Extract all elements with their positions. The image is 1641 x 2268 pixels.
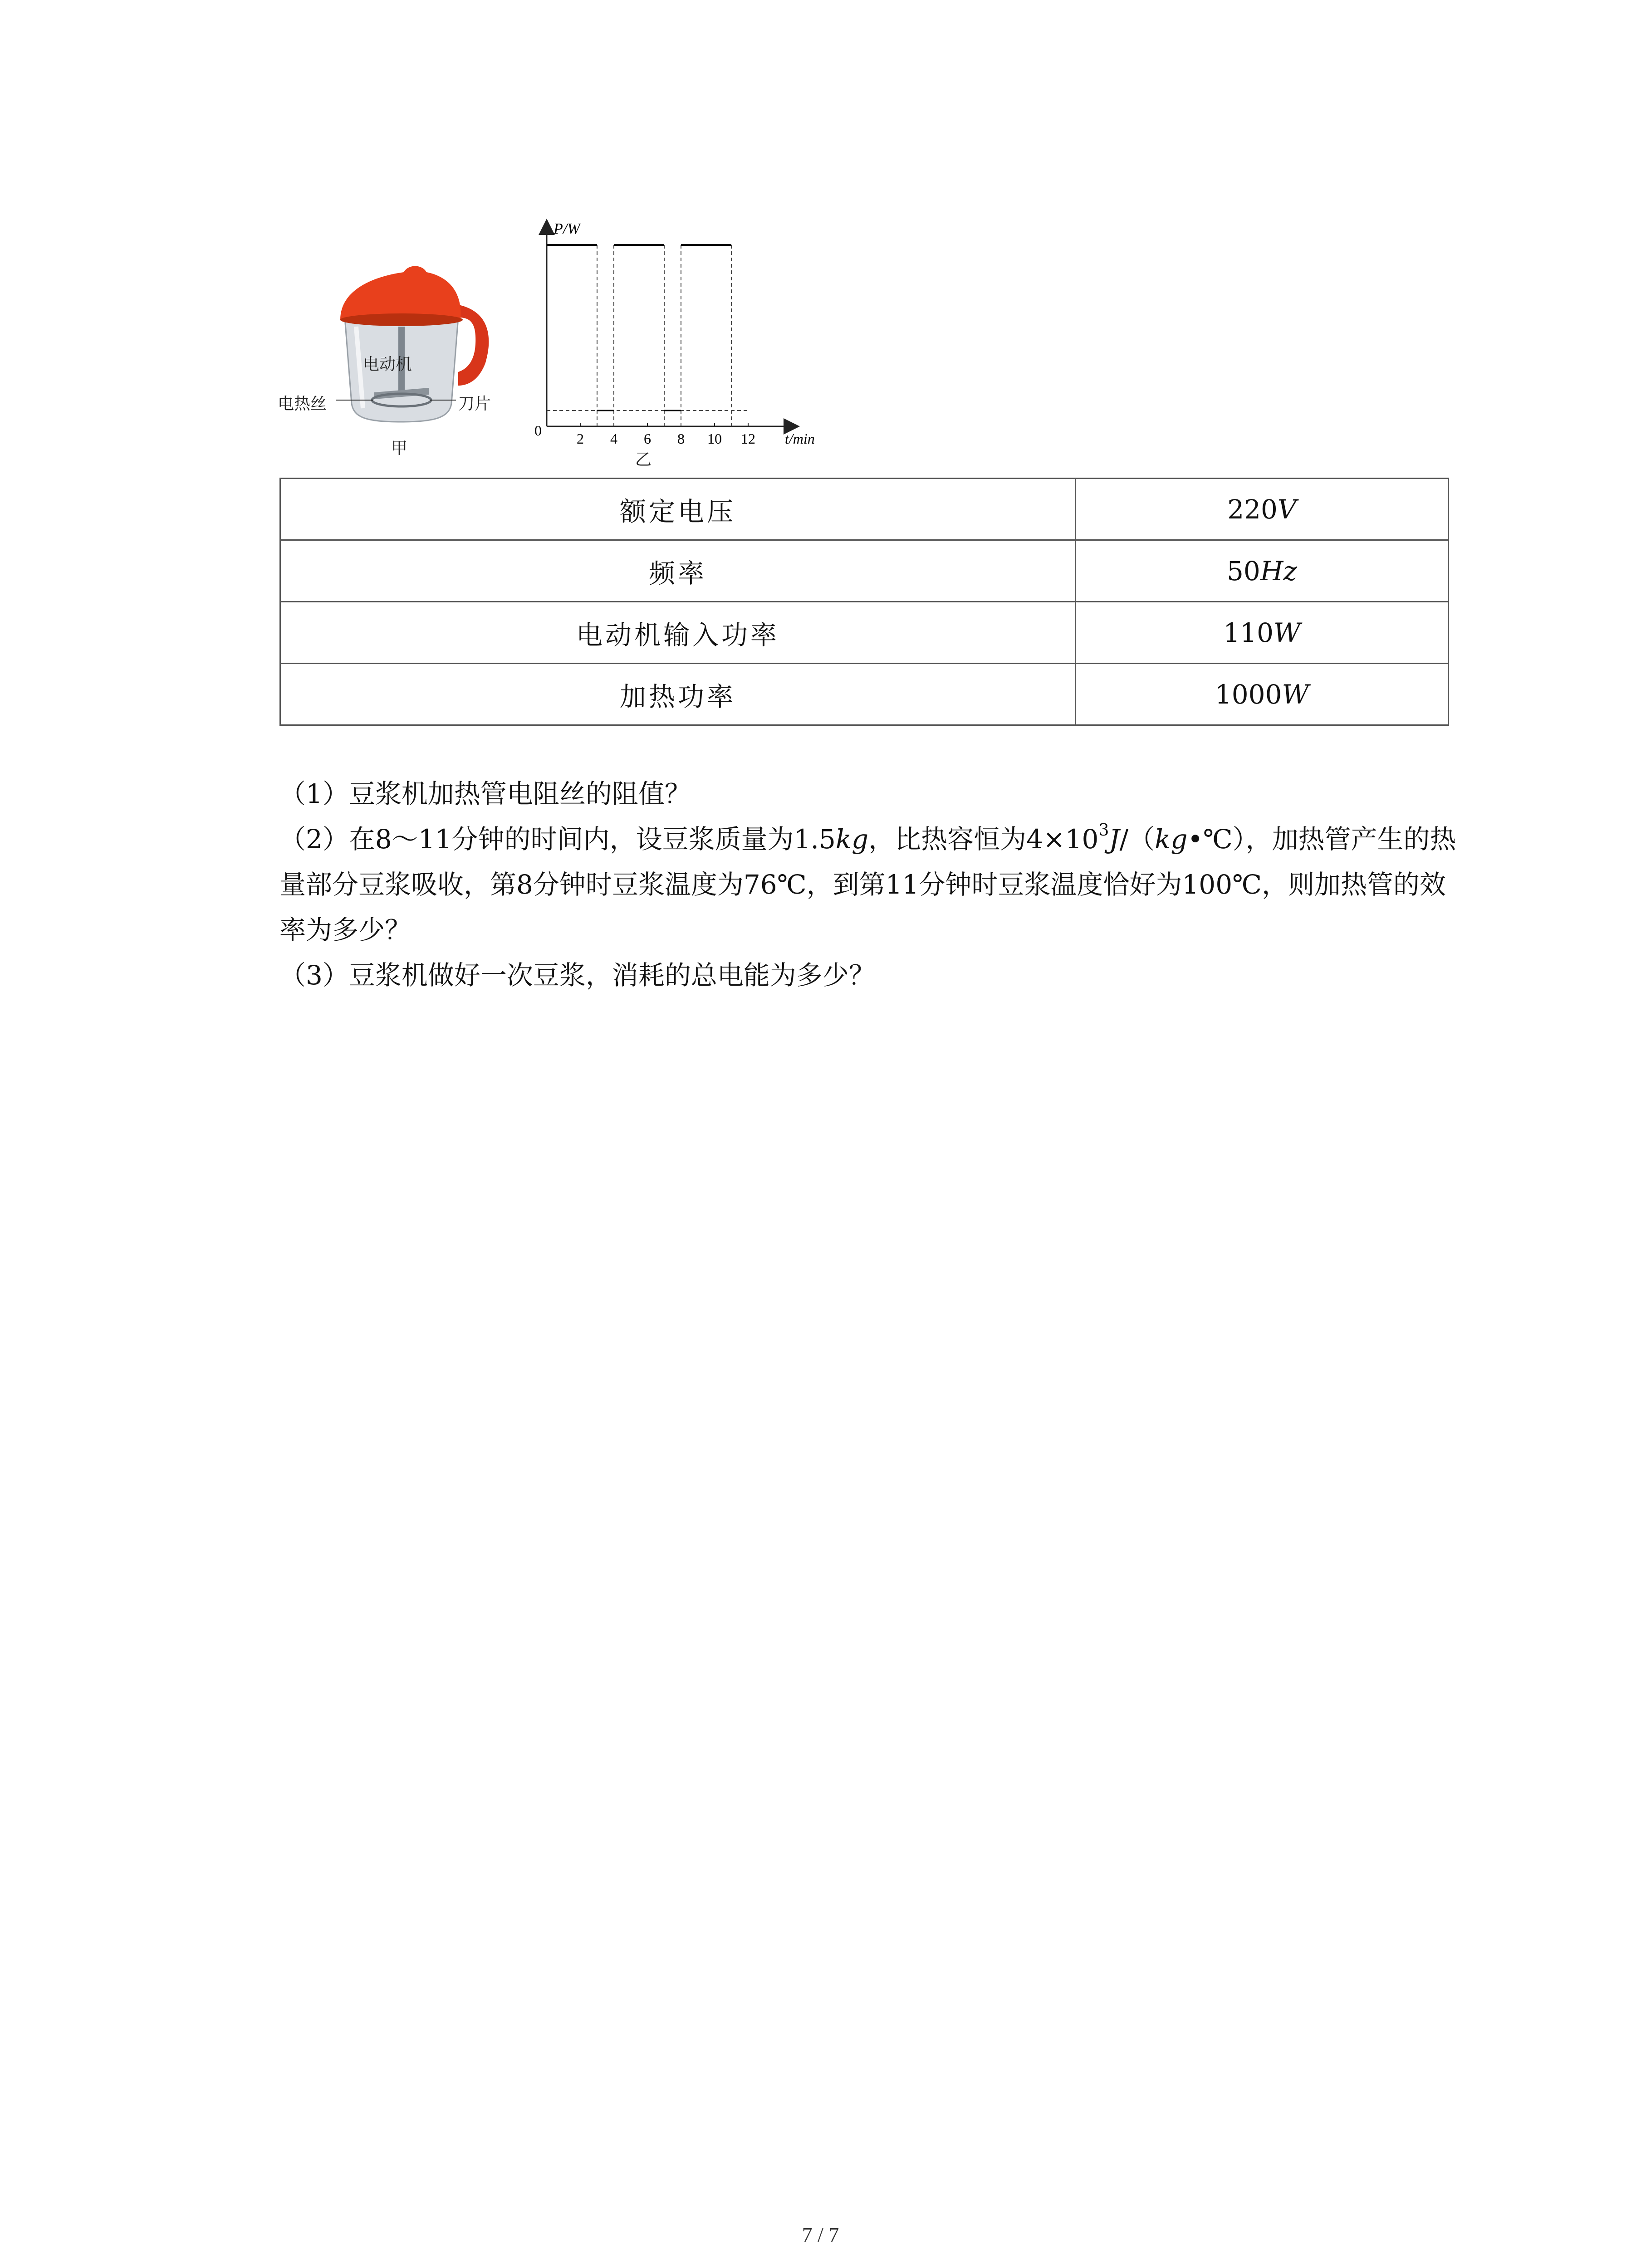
blade-label: 刀片 [458, 395, 491, 413]
spec-name: 电动机输入功率 [280, 602, 1076, 664]
figure-area [272, 213, 839, 467]
x-tick-label: 6 [644, 430, 651, 447]
apparatus-caption: 甲 [391, 439, 408, 458]
power-time-chart [526, 213, 817, 467]
question-1: （1）豆浆机加热管电阻丝的阻值？ [279, 778, 691, 809]
table-row [280, 540, 1449, 602]
motor-label: 电动机 [363, 355, 412, 374]
spec-value: 1000W [1076, 664, 1449, 725]
spec-name: 加热功率 [280, 664, 1076, 725]
x-tick-label: 4 [610, 430, 617, 447]
spec-name: 额定电压 [280, 479, 1076, 540]
questions [279, 771, 1468, 998]
spec-value: 50Hz [1076, 540, 1449, 602]
table-row [280, 602, 1449, 664]
x-tick-label: 12 [741, 430, 755, 447]
spec-value: 110W [1076, 602, 1449, 664]
graph-caption: 乙 [635, 450, 652, 469]
page-number: 7 / 7 [802, 2223, 839, 2246]
table-row [280, 664, 1449, 725]
spec-name: 频率 [280, 540, 1076, 602]
x-tick-label: 8 [677, 430, 685, 447]
x-tick-label: 10 [707, 430, 722, 447]
question-2: （2）在8～11分钟的时间内，设豆浆质量为1.5kg，比热容恒为$4\times 10^3J/(kg•℃)$，加热管产生的热量部分豆浆吸收，第8分钟时豆浆温度为76℃，到第11分钟时豆浆温度恰好为100℃，则加热管的效率为多少？ [279, 821, 1456, 945]
spec-table [279, 478, 1449, 726]
question-3: （3）豆浆机做好一次豆浆，消耗的总电能为多少？ [279, 960, 875, 991]
heater-label: 电热丝 [278, 395, 327, 413]
y-axis-label: P/W [554, 220, 580, 237]
origin-label: 0 [534, 422, 542, 439]
table-row [280, 479, 1449, 540]
lid-shape [340, 266, 461, 320]
x-tick-label: 2 [577, 430, 584, 447]
spec-value: 220V [1076, 479, 1449, 540]
soymilk-maker-illustration [272, 213, 526, 467]
x-axis-label: t/min [785, 430, 815, 447]
